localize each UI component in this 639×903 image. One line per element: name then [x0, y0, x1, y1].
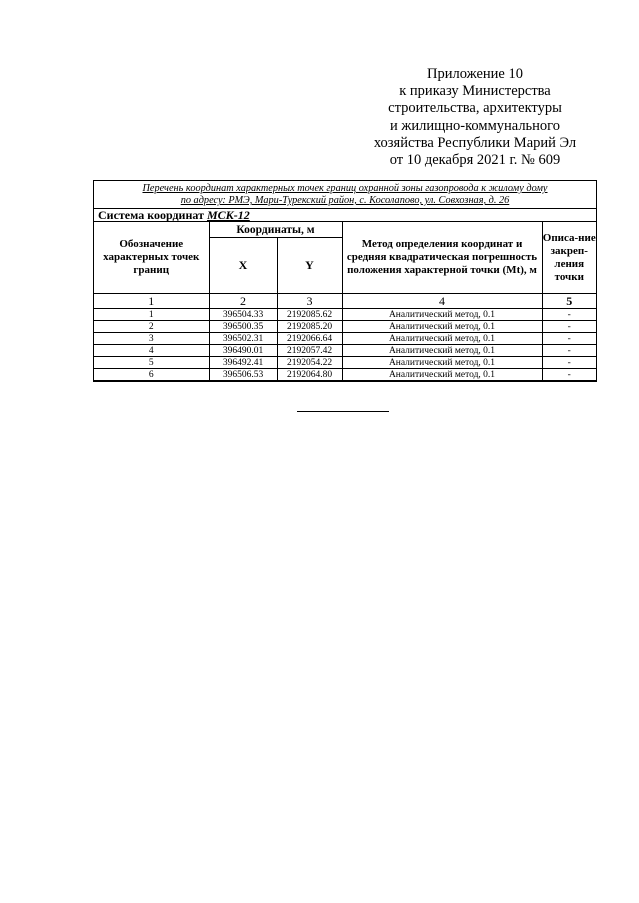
column-number: 3 [277, 294, 342, 309]
coord-x: 396504.33 [209, 309, 277, 321]
table-row [94, 333, 596, 345]
column-number-row [94, 294, 596, 309]
point-number: 2 [94, 321, 209, 333]
column-number: 1 [94, 294, 209, 309]
header-method: Метод определения координат и средняя квадратическая погрешность положения характерной точки (Mt), м [342, 222, 542, 294]
header-coordinates: Координаты, м [209, 222, 342, 238]
method: Аналитический метод, 0.1 [342, 309, 542, 321]
description: - [542, 333, 596, 345]
point-number: 6 [94, 369, 209, 381]
column-number: 5 [542, 294, 596, 309]
table-row [94, 309, 596, 321]
appendix-line: к приказу Министерства [399, 83, 551, 100]
coordinates-table-frame [93, 180, 597, 382]
caption-line-2: по адресу: РМЭ, Мари-Турекский район, с. Косолапово, ул. Совхозная, д. 26 [180, 195, 510, 206]
method: Аналитический метод, 0.1 [342, 357, 542, 369]
coord-y: 2192064.80 [277, 369, 342, 381]
coord-y: 2192057.42 [277, 345, 342, 357]
appendix-line: строительства, архитектуры [388, 100, 562, 117]
coord-x: 396502.31 [209, 333, 277, 345]
coordinate-system-row [94, 209, 596, 222]
coordinates-table [94, 209, 596, 381]
coord-x: 396492.41 [209, 357, 277, 369]
header-row [94, 222, 596, 238]
appendix-line: хозяйства Республики Марий Эл [373, 134, 577, 151]
appendix-header [360, 66, 590, 169]
coordinate-system-cell [94, 209, 596, 222]
description: - [542, 309, 596, 321]
column-number: 4 [342, 294, 542, 309]
caption-line-1: Перечень координат характерных точек границ охранной зоны газопровода к жилому дому [142, 183, 548, 194]
header-x: X [209, 238, 277, 294]
appendix-line: и жилищно-коммунального [389, 117, 561, 134]
coord-y: 2192085.20 [277, 321, 342, 333]
header-y: Y [277, 238, 342, 294]
description: - [542, 321, 596, 333]
method: Аналитический метод, 0.1 [342, 345, 542, 357]
method: Аналитический метод, 0.1 [342, 369, 542, 381]
point-number: 4 [94, 345, 209, 357]
end-divider-line [297, 411, 389, 412]
table-caption [94, 181, 596, 209]
appendix-line: от 10 декабря 2021 г. № 609 [389, 152, 561, 169]
coord-x: 396490.01 [209, 345, 277, 357]
coord-x: 396500.35 [209, 321, 277, 333]
coord-x: 396506.53 [209, 369, 277, 381]
point-number: 1 [94, 309, 209, 321]
coord-y: 2192085.62 [277, 309, 342, 321]
point-number: 5 [94, 357, 209, 369]
header-designation: Обозначение характерных точек границ [94, 222, 209, 294]
point-number: 3 [94, 333, 209, 345]
header-description: Описа-ние закреп-ления точки [542, 222, 596, 294]
description: - [542, 357, 596, 369]
coordinate-system-name: МСК-12 [206, 208, 250, 222]
table-row [94, 321, 596, 333]
description: - [542, 369, 596, 381]
method: Аналитический метод, 0.1 [342, 321, 542, 333]
coord-y: 2192054.22 [277, 357, 342, 369]
table-row [94, 369, 596, 381]
coord-y: 2192066.64 [277, 333, 342, 345]
method: Аналитический метод, 0.1 [342, 333, 542, 345]
coordinate-system-label: Система координат [98, 208, 207, 222]
description: - [542, 345, 596, 357]
table-row [94, 357, 596, 369]
appendix-line: Приложение 10 [427, 66, 523, 82]
table-row [94, 345, 596, 357]
column-number: 2 [209, 294, 277, 309]
